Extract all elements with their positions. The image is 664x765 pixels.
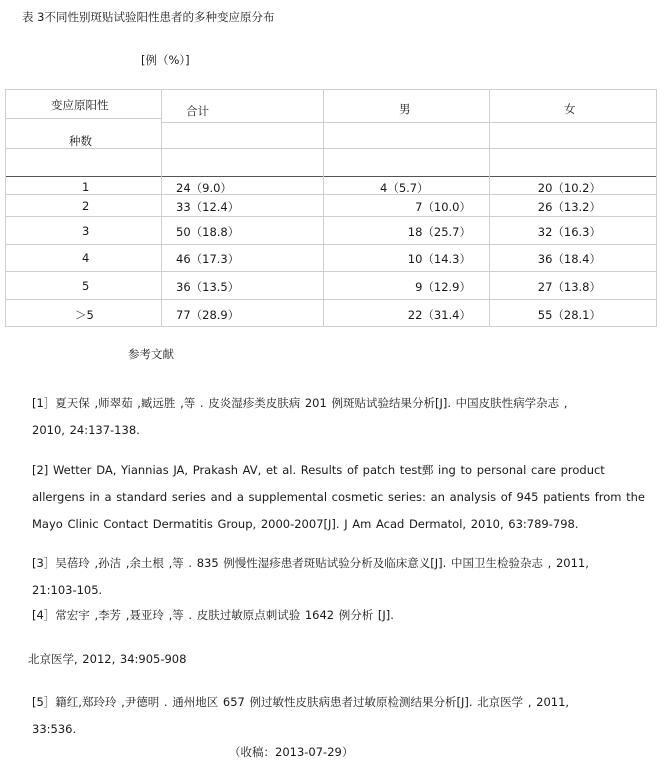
- table-rule: [5, 326, 657, 327]
- row-count: 5: [82, 279, 90, 293]
- reference-line: allergens in a standard series and a supplemental cosmetic series: an analysis of 945 patients from the: [32, 490, 645, 504]
- row-male: 10（14.3）: [407, 252, 471, 266]
- row-female: 27（13.8）: [537, 280, 601, 294]
- table-rule: [489, 89, 490, 327]
- table-rule: [161, 89, 162, 327]
- header-total: 合计: [186, 104, 209, 118]
- table-rule: [5, 244, 657, 245]
- header-allergen-count-line2: 种数: [69, 134, 92, 148]
- data-table: [5, 89, 657, 327]
- reference-line: 21:103-105.: [32, 583, 103, 597]
- reference-line: Mayo Clinic Contact Dermatitis Group, 2000-2007[J]. J Am Acad Dermatol, 2010, 63:789-798.: [32, 517, 579, 531]
- row-female: 26（13.2）: [537, 200, 601, 214]
- reference-line: [4］常宏宇 ,李芳 ,聂亚玲 ,等 . 皮肤过敏原点刺试验 1642 例分析 [J].: [32, 608, 394, 622]
- row-count: 2: [82, 199, 90, 213]
- table-rule: [5, 271, 657, 272]
- table-rule: [323, 89, 324, 327]
- reference-item: [32, 602, 657, 629]
- references-heading: 参考文献: [128, 347, 174, 361]
- row-total: 33（12.4）: [176, 200, 240, 214]
- reference-line: [2] Wetter DA, Yiannias JA, Prakash AV, et al. Results of patch test鄄 ing to personal care product: [32, 463, 605, 477]
- reference-item-continued: [28, 646, 653, 673]
- reference-line: 2010, 24:137-138.: [32, 423, 140, 437]
- row-female: 36（18.4）: [537, 252, 601, 266]
- row-male: 9（12.9）: [415, 280, 471, 294]
- table-rule: [161, 122, 657, 123]
- table-rule: [5, 89, 6, 327]
- row-female: 20（10.2）: [537, 181, 601, 195]
- row-count: 1: [82, 180, 90, 194]
- row-total: 46（17.3）: [176, 252, 240, 266]
- reference-line: [3］吴蓓玲 ,孙洁 ,余土根 ,等 . 835 例慢性湿疹患者斑贴试验分析及临床意义[J]. 中国卫生检验杂志 , 2011,: [32, 556, 589, 570]
- reference-item: [32, 457, 657, 538]
- row-male: 4（5.7）: [380, 181, 429, 195]
- row-female: 55（28.1）: [537, 308, 601, 322]
- row-male: 18（25.7）: [407, 225, 471, 239]
- row-male: 22（31.4）: [407, 308, 471, 322]
- header-male: 男: [399, 102, 411, 116]
- table-rule: [656, 89, 657, 327]
- table-title: 表 3不同性别斑贴试验阳性患者的多种变应原分布: [22, 10, 275, 24]
- row-female: 32（16.3）: [537, 225, 601, 239]
- row-count: 3: [82, 224, 90, 238]
- table-rule: [5, 148, 657, 149]
- received-date: （收稿：2013-07-29）: [229, 745, 354, 759]
- row-total: 36（13.5）: [176, 280, 240, 294]
- row-male: 7（10.0）: [415, 200, 471, 214]
- table-rule: [5, 89, 657, 90]
- reference-line: [1］夏天保 ,师翠茹 ,臧远胜 ,等 . 皮炎湿疹类皮肤病 201 例斑贴试验结果分析[J]. 中国皮肤性病学杂志 ,: [32, 396, 568, 410]
- header-allergen-count: 变应原阳性: [51, 98, 109, 112]
- reference-line: [5］籍红,郑玲玲 ,尹德明 . 通州地区 657 例过敏性皮肤病患者过敏原检测结果分析[J]. 北京医学 , 2011,: [32, 695, 570, 709]
- row-count: ＞5: [75, 308, 94, 322]
- table-rule: [5, 299, 657, 300]
- table-rule: [5, 216, 657, 217]
- table-rule: [5, 118, 161, 119]
- row-total: 24（9.0）: [176, 181, 232, 195]
- reference-line: 北京医学, 2012, 34:905-908: [28, 652, 187, 666]
- table-rule: [5, 176, 657, 177]
- reference-item: [32, 689, 657, 743]
- row-count: 4: [82, 251, 90, 265]
- table-unit: [例（%）]: [141, 53, 190, 67]
- row-total: 77（28.9）: [176, 308, 240, 322]
- row-total: 50（18.8）: [176, 225, 240, 239]
- header-female: 女: [564, 102, 576, 116]
- reference-item: [32, 390, 657, 444]
- reference-item: [32, 550, 657, 604]
- reference-line: 33:536.: [32, 722, 77, 736]
